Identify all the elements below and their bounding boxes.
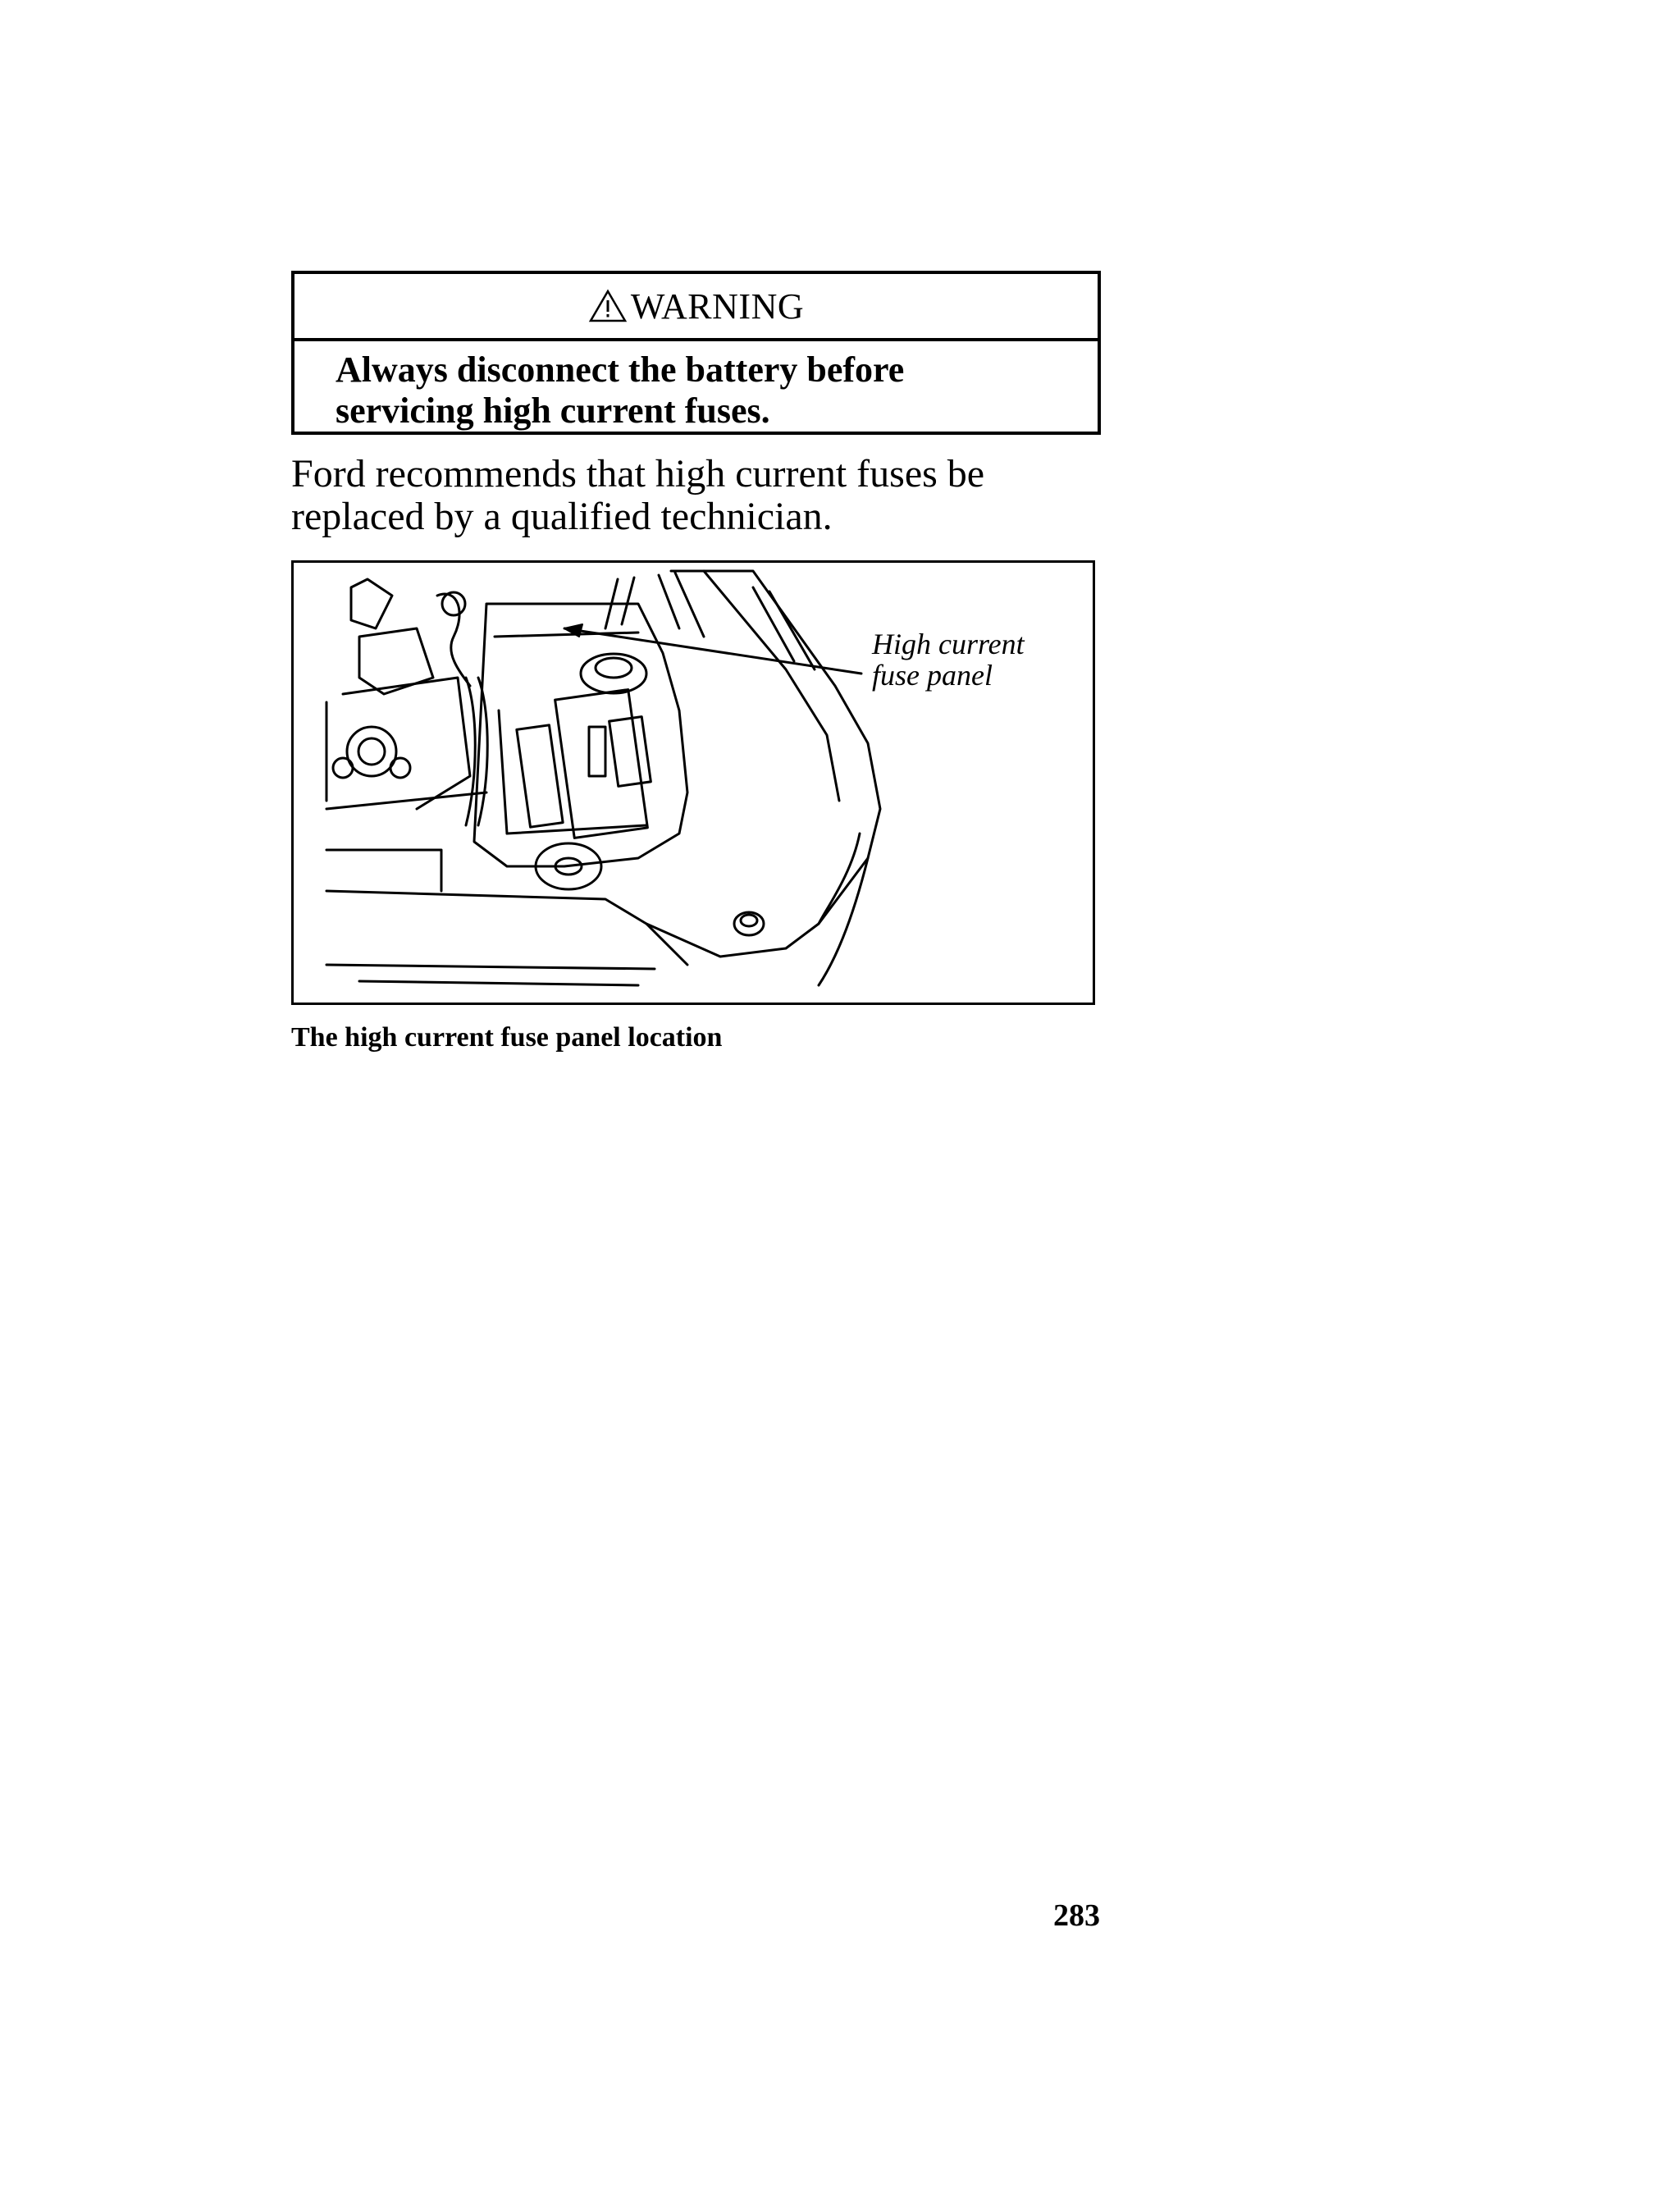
callout-label [872, 628, 1025, 691]
warning-box [291, 271, 1101, 435]
intro-line-2: replaced by a qualified technician. [291, 495, 833, 538]
warning-line-2: servicing high current fuses. [336, 391, 770, 431]
callout-line-1: High current [872, 628, 1025, 660]
figure-caption: The high current fuse panel location [291, 1022, 723, 1053]
warning-line-1: Always disconnect the battery before [336, 349, 905, 390]
warning-triangle-icon [588, 289, 628, 323]
warning-text [294, 341, 1098, 432]
intro-line-1: Ford recommends that high current fuses be [291, 452, 985, 496]
fuse-panel-figure [291, 560, 1095, 1005]
callout-line-2: fuse panel [872, 659, 993, 692]
warning-title: WARNING [630, 285, 805, 327]
warning-header [294, 274, 1098, 341]
intro-paragraph [291, 453, 1112, 538]
page-number: 283 [1053, 1898, 1100, 1933]
